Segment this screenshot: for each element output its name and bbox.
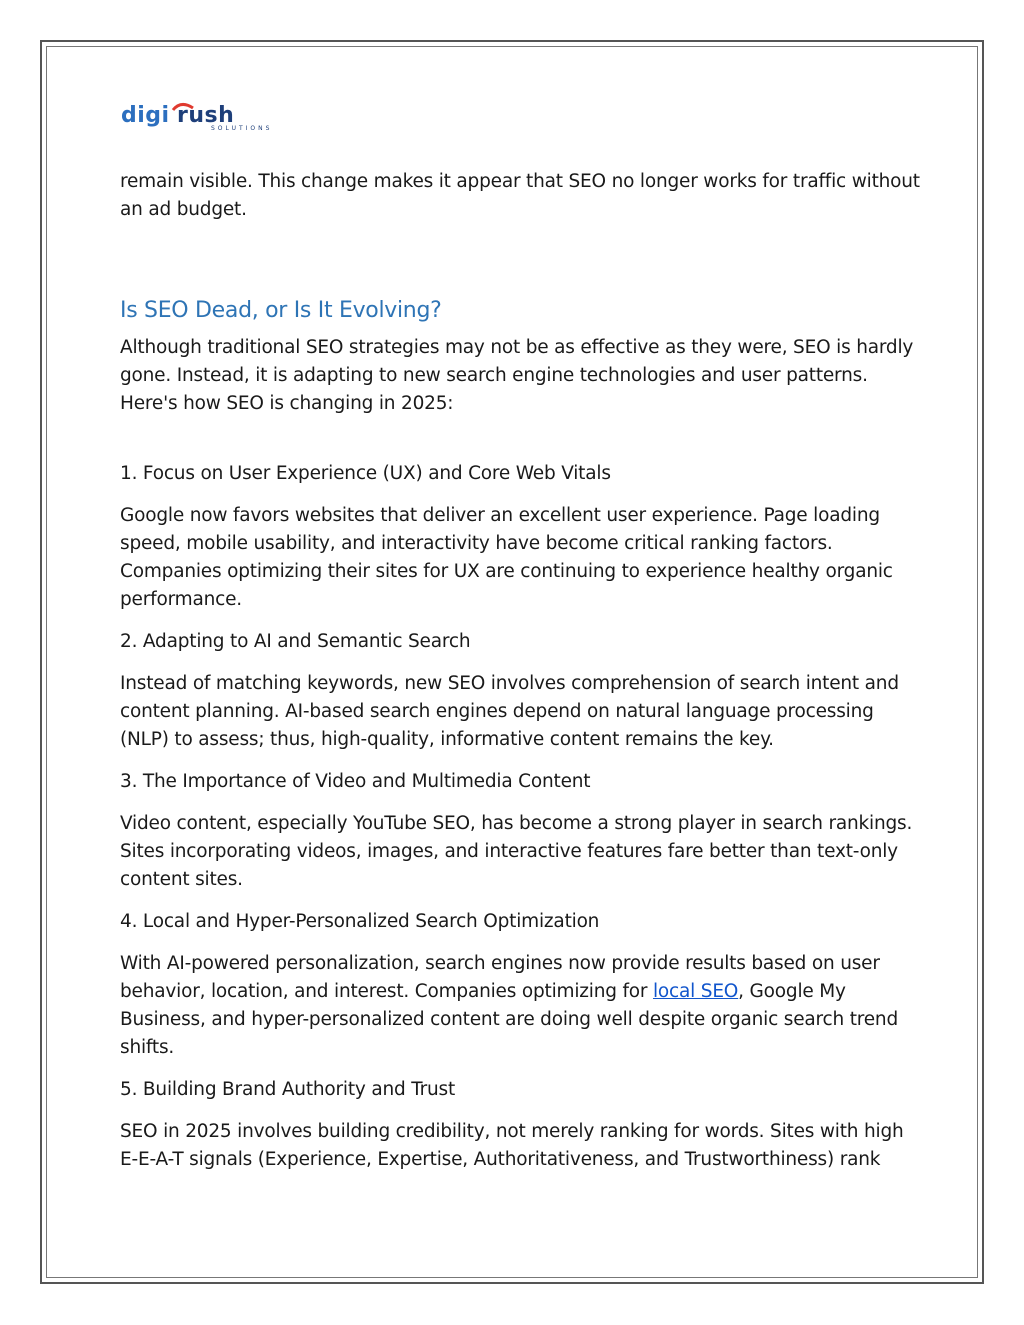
point-4-body <box>120 950 920 1062</box>
point-4-body-start: With AI-powered personalization, search engines now provide results based on user behavior, location, and interest. Companies optimizing for <box>120 953 880 1002</box>
point-2-title: 2. Adapting to AI and Semantic Search <box>120 631 471 652</box>
point-1-title: 1. Focus on User Experience (UX) and Core Web Vitals <box>120 463 611 484</box>
digirush-logo-graphic <box>121 102 285 132</box>
logo-digi-text: digi <box>121 103 170 128</box>
point-3-title: 3. The Importance of Video and Multimedia Content <box>120 771 591 792</box>
point-4-title: 4. Local and Hyper-Personalized Search Optimization <box>120 911 600 932</box>
section-heading: Is SEO Dead, or Is It Evolving? <box>120 298 442 323</box>
document-body <box>120 168 920 1174</box>
logo-sub-text: SOLUTIONS <box>211 125 273 132</box>
lead-paragraph: Although traditional SEO strategies may not be as effective as they were, SEO is hardly gone. Instead, it is adapting to new search engine technologies and user patterns. Here's how SEO is changing in 2025: <box>120 337 914 414</box>
point-5-title: 5. Building Brand Authority and Trust <box>120 1079 456 1100</box>
local-seo-link[interactable]: local SEO <box>652 981 739 1002</box>
digirush-logo <box>121 102 285 132</box>
point-1-body: Google now favors websites that deliver an excellent user experience. Page loading speed, mobile usability, and interactivity have become critical ranking factors. Companies optimizing their sites for UX are continuing to experience healthy organic performance. <box>120 505 893 610</box>
logo-rush-text: rush <box>177 103 235 128</box>
point-4-body-end: , Google My Business, and hyper-personalized content are doing well despite organic search trend shifts. <box>120 981 898 1058</box>
intro-paragraph: remain visible. This change makes it appear that SEO no longer works for traffic without an ad budget. <box>120 171 920 220</box>
point-2-body: Instead of matching keywords, new SEO involves comprehension of search intent and content planning. AI-based search engines depend on natural language processing (NLP) to assess; thus, high-quality, informative content remains the key. <box>120 673 899 750</box>
point-5-body: SEO in 2025 involves building credibility, not merely ranking for words. Sites with high E-E-A-T signals (Experience, Expertise, Authoritativeness, and Trustworthiness) rank <box>120 1121 904 1170</box>
point-3-body: Video content, especially YouTube SEO, has become a strong player in search rankings. Sites incorporating videos, images, and interactive features fare better than text-only content sites. <box>120 813 913 890</box>
